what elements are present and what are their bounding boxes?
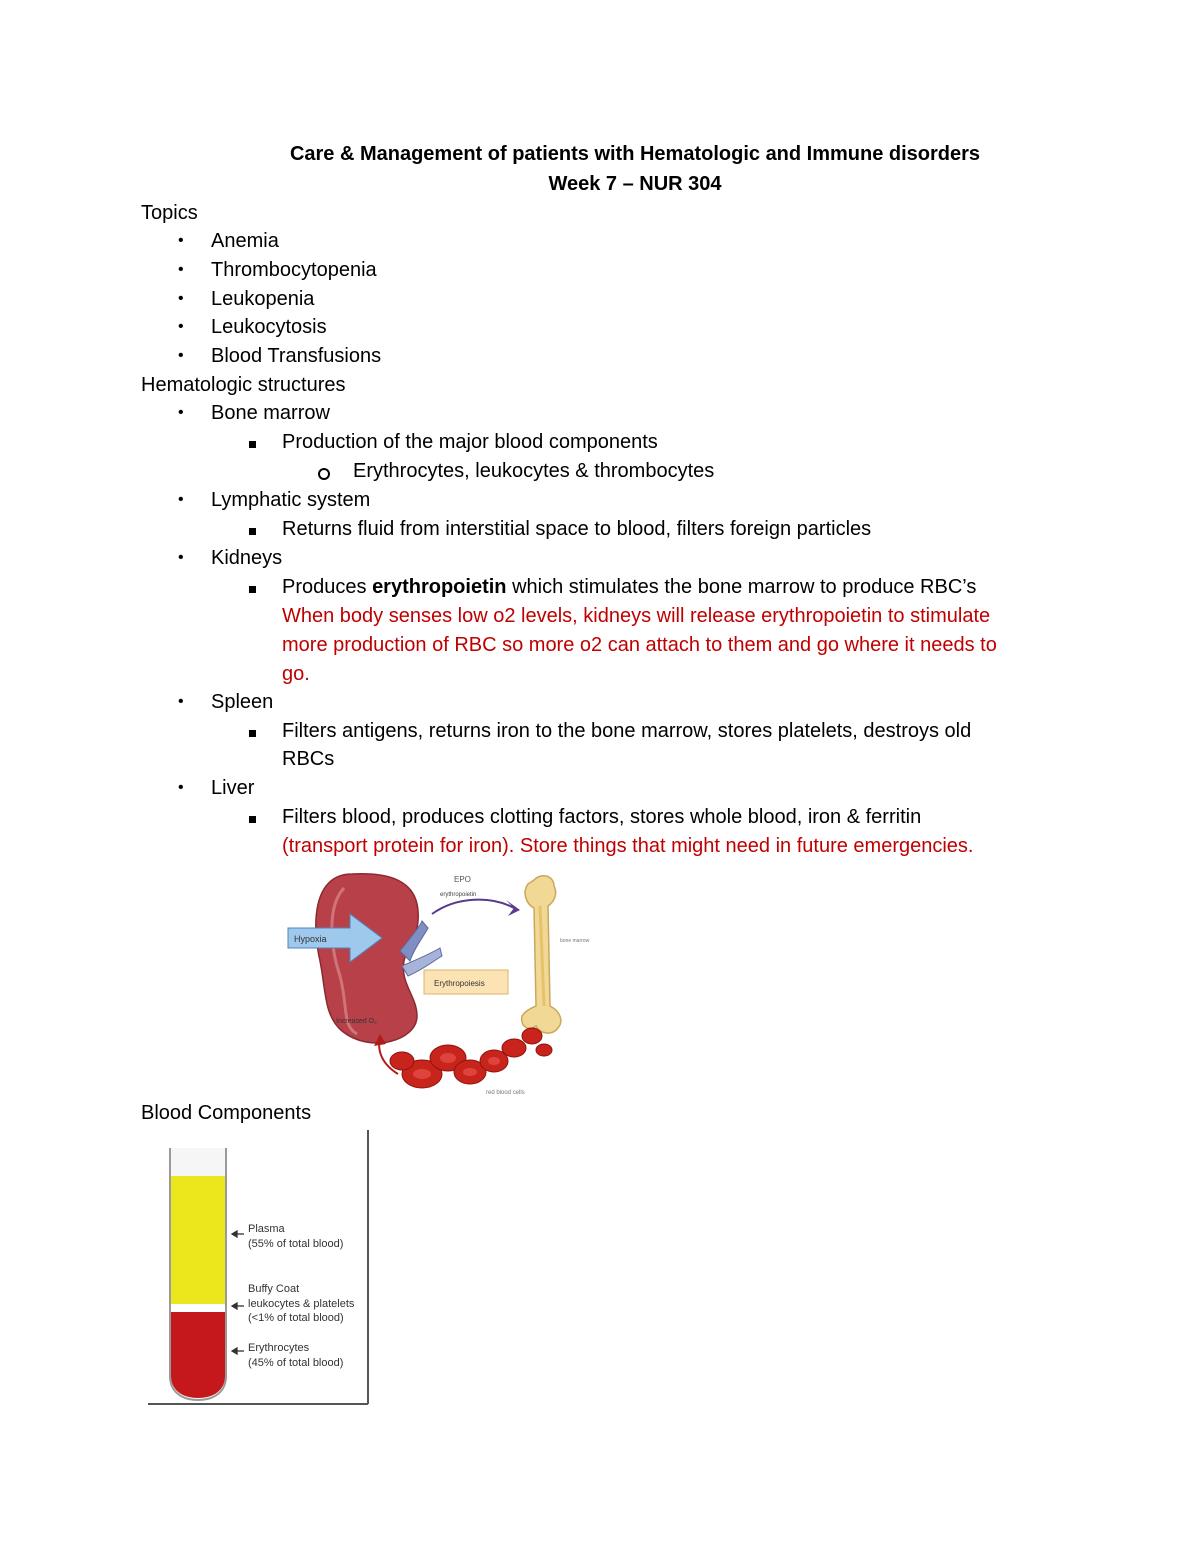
kidneys-note-line: more production of RBC so more o2 can attach to them and go where it needs to xyxy=(282,634,997,656)
kidneys-detail: Produces erythropoietin which stimulates the bone marrow to produce RBC’s xyxy=(282,576,977,598)
erythrocytes-percent: (45% of total blood) xyxy=(248,1357,344,1369)
kidneys-note-line: go. xyxy=(282,663,310,685)
liver-note: (transport protein for iron). Store things that might need in future emergencies. xyxy=(282,835,974,857)
blood-components-figure xyxy=(148,1130,370,1406)
lymphatic-label: Lymphatic system xyxy=(211,489,371,511)
epo-label: EPO xyxy=(454,875,471,884)
kidneys-label: Kidneys xyxy=(211,547,283,569)
topics-heading: Topics xyxy=(141,202,198,224)
buffy-coat-layer xyxy=(171,1304,225,1312)
erythropoiesis-figure xyxy=(282,866,592,1098)
erythropoiesis-label: Erythropoiesis xyxy=(434,979,485,988)
bullet-icon: • xyxy=(178,232,184,249)
liver-detail: Filters blood, produces clotting factors, stores whole blood, iron & ferritin xyxy=(282,806,922,828)
bullet-icon: • xyxy=(178,491,184,508)
epo-arrow xyxy=(432,900,514,914)
bullet-icon: • xyxy=(178,347,184,364)
red-blood-cells-label: red blood cells xyxy=(486,1090,525,1096)
increased-o2-label: Increased O₂ xyxy=(336,1018,377,1025)
liver-label: Liver xyxy=(211,777,255,799)
bone-marrow-fig-label: bone marrow xyxy=(560,938,590,944)
erythrocytes-label: Erythrocytes xyxy=(248,1342,310,1354)
topic-item: Thrombocytopenia xyxy=(211,259,377,281)
plasma-label: Plasma xyxy=(248,1223,285,1235)
plasma-layer xyxy=(171,1176,225,1304)
buffy-coat-label: Buffy Coat xyxy=(248,1283,300,1295)
spleen-label: Spleen xyxy=(211,691,274,713)
bullet-icon: • xyxy=(178,779,184,796)
bullet-icon: • xyxy=(178,693,184,710)
buffy-coat-desc: leukocytes & platelets xyxy=(248,1298,355,1310)
buffy-coat-percent: (<1% of total blood) xyxy=(248,1312,344,1324)
bone-marrow-detail: Production of the major blood components xyxy=(282,431,658,453)
lymphatic-detail: Returns fluid from interstitial space to blood, filters foreign particles xyxy=(282,518,872,540)
bullet-icon: • xyxy=(178,318,184,335)
bullet-icon: • xyxy=(178,290,184,307)
document-subtitle: Week 7 – NUR 304 xyxy=(548,173,722,195)
square-bullet-icon xyxy=(249,586,256,593)
red-blood-cells xyxy=(390,1028,552,1088)
square-bullet-icon xyxy=(249,816,256,823)
bone-marrow-label: Bone marrow xyxy=(211,402,330,424)
topic-item: Blood Transfusions xyxy=(211,345,382,367)
erythrocytes-layer xyxy=(171,1312,225,1398)
components-heading: Blood Components xyxy=(141,1102,312,1124)
bullet-icon: • xyxy=(178,404,184,421)
square-bullet-icon xyxy=(249,730,256,737)
bone-marrow-sub: Erythrocytes, leukocytes & thrombocytes xyxy=(353,460,715,482)
structures-heading: Hematologic structures xyxy=(141,374,346,396)
plasma-percent: (55% of total blood) xyxy=(248,1238,344,1250)
bullet-icon: • xyxy=(178,549,184,566)
topic-item: Leukopenia xyxy=(211,288,315,310)
square-bullet-icon xyxy=(249,441,256,448)
hypoxia-label: Hypoxia xyxy=(294,934,327,944)
topic-item: Anemia xyxy=(211,230,279,252)
topic-item: Leukocytosis xyxy=(211,316,327,338)
kidneys-note-line: When body senses low o2 levels, kidneys will release erythropoietin to stimulate xyxy=(282,605,991,627)
spleen-detail-line: Filters antigens, returns iron to the bone marrow, stores platelets, destroys old xyxy=(282,720,972,742)
spleen-detail-line: RBCs xyxy=(282,748,335,770)
circle-bullet-icon xyxy=(318,468,330,480)
document-title: Care & Management of patients with Hematologic and Immune disorders xyxy=(289,143,981,165)
bullet-icon: • xyxy=(178,261,184,278)
square-bullet-icon xyxy=(249,528,256,535)
erythropoietin-label: erythropoietin xyxy=(440,892,477,898)
